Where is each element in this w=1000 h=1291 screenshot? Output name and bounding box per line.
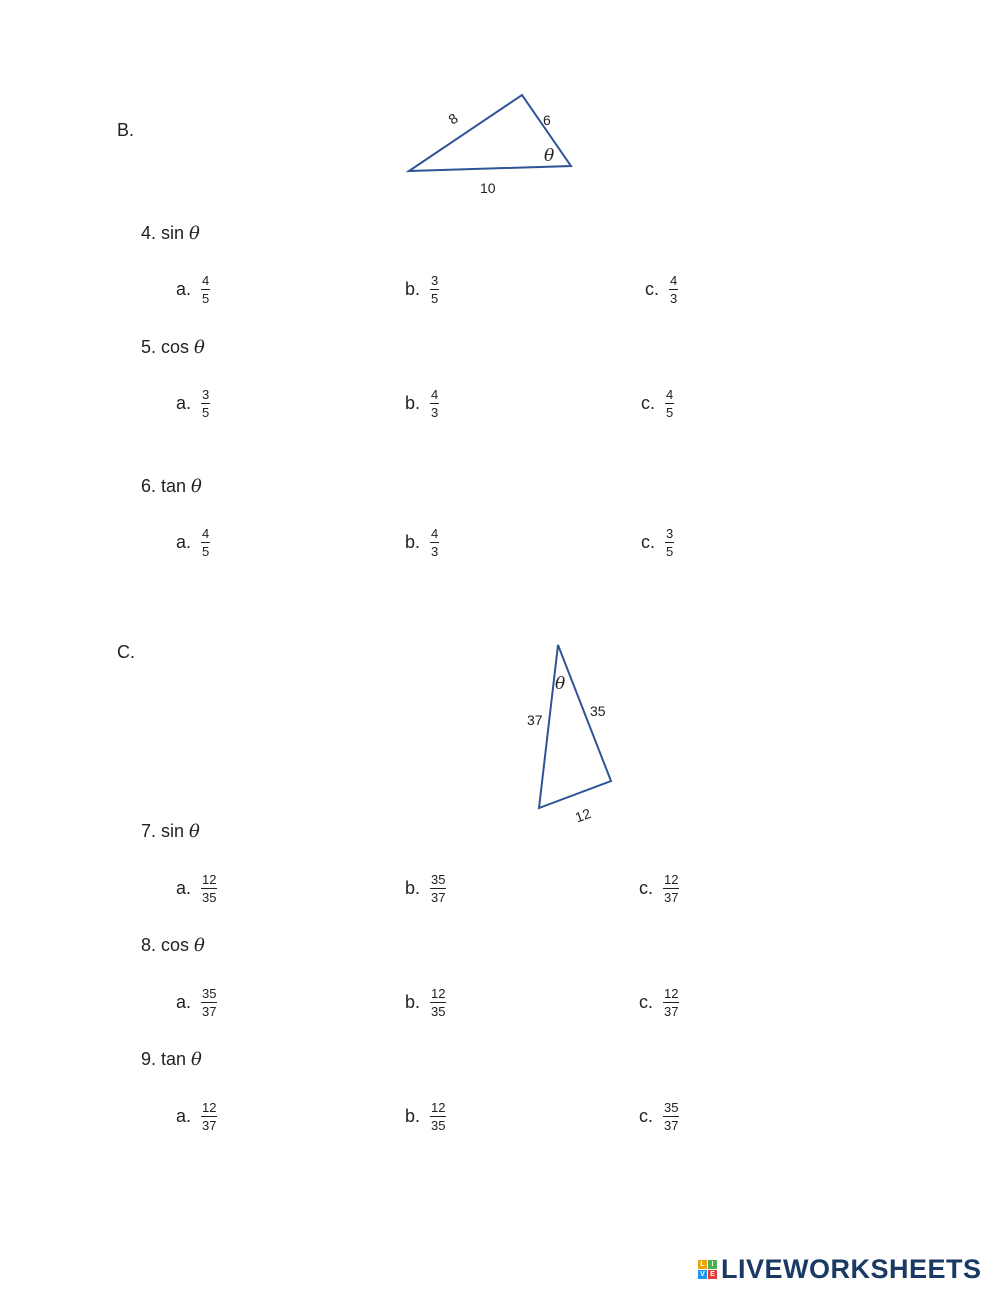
option-5c[interactable]	[641, 387, 674, 420]
numerator: 12	[431, 1100, 446, 1115]
logo-block: V	[698, 1270, 707, 1279]
question-8-text: 8. cos	[141, 935, 195, 955]
question-6	[141, 476, 202, 497]
theta-symbol: θ	[191, 476, 202, 497]
option-9b[interactable]	[405, 1100, 446, 1133]
option-6a[interactable]	[176, 526, 210, 559]
theta-symbol: θ	[189, 821, 200, 842]
numerator: 4	[670, 273, 678, 288]
option-letter: c.	[639, 992, 654, 1012]
option-letter: a.	[176, 1106, 192, 1126]
option-letter: a.	[176, 393, 192, 413]
numerator: 3	[666, 526, 674, 541]
option-letter: a.	[176, 878, 192, 898]
denominator: 37	[664, 890, 679, 905]
fraction	[665, 526, 674, 559]
numerator: 3	[202, 387, 210, 402]
denominator: 37	[664, 1118, 679, 1133]
numerator: 3	[431, 273, 439, 288]
option-letter: c.	[639, 878, 654, 898]
option-5b[interactable]	[405, 387, 439, 420]
triangle-c-angle: θ	[555, 674, 566, 694]
question-9-text: 9. tan	[141, 1049, 192, 1069]
denominator: 5	[431, 291, 439, 306]
denominator: 5	[202, 405, 210, 420]
fraction	[430, 1100, 446, 1133]
option-9c[interactable]	[639, 1100, 679, 1133]
option-7c[interactable]	[639, 872, 679, 905]
option-letter: a.	[176, 992, 192, 1012]
triangle-b-side-3: 10	[480, 180, 496, 196]
denominator: 35	[431, 1118, 446, 1133]
triangle-c-side-1: 37	[527, 712, 543, 728]
denominator: 37	[431, 890, 446, 905]
option-letter: c.	[645, 279, 660, 299]
question-4	[141, 223, 200, 244]
option-5a[interactable]	[176, 387, 210, 420]
option-8c[interactable]	[639, 986, 679, 1019]
option-letter: b.	[405, 532, 421, 552]
fraction	[201, 273, 210, 306]
denominator: 5	[202, 544, 210, 559]
triangle-c-side-3: 12	[572, 805, 593, 826]
option-6c[interactable]	[641, 526, 674, 559]
denominator: 35	[431, 1004, 446, 1019]
logo-block: I	[708, 1260, 717, 1269]
denominator: 37	[664, 1004, 679, 1019]
section-label-b: B.	[117, 120, 135, 140]
fraction	[430, 387, 439, 420]
question-7	[141, 821, 200, 842]
question-5-text: 5. cos	[141, 337, 195, 357]
fraction	[430, 872, 446, 905]
liveworksheets-logo	[698, 1254, 982, 1285]
fraction	[201, 526, 210, 559]
option-letter: c.	[641, 393, 656, 413]
option-9a[interactable]	[176, 1100, 217, 1133]
numerator: 4	[431, 387, 439, 402]
fraction	[430, 273, 439, 306]
numerator: 12	[431, 986, 446, 1001]
question-8	[141, 935, 205, 956]
question-4-text: 4. sin	[141, 223, 190, 243]
logo-text: LIVEWORKSHEETS	[721, 1254, 982, 1284]
question-9	[141, 1049, 202, 1070]
fraction	[665, 387, 674, 420]
option-7a[interactable]	[176, 872, 217, 905]
section-label-c: C.	[117, 642, 135, 662]
denominator: 5	[202, 291, 210, 306]
fraction	[669, 273, 678, 306]
option-letter: a.	[176, 279, 192, 299]
theta-symbol: θ	[194, 935, 205, 956]
numerator: 12	[202, 872, 217, 887]
numerator: 35	[431, 872, 446, 887]
option-4c[interactable]	[645, 273, 678, 306]
logo-block: E	[708, 1270, 717, 1279]
option-7b[interactable]	[405, 872, 446, 905]
fraction	[201, 986, 217, 1019]
denominator: 37	[202, 1004, 217, 1019]
denominator: 5	[666, 544, 674, 559]
theta-symbol: θ	[189, 223, 200, 244]
denominator: 3	[670, 291, 678, 306]
numerator: 35	[664, 1100, 679, 1115]
question-7-text: 7. sin	[141, 821, 190, 841]
denominator: 3	[431, 405, 439, 420]
triangle-b	[409, 95, 571, 196]
option-letter: c.	[639, 1106, 654, 1126]
option-letter: c.	[641, 532, 656, 552]
numerator: 12	[664, 986, 679, 1001]
triangle-c-shape	[539, 645, 611, 808]
option-letter: b.	[405, 393, 421, 413]
question-5	[141, 337, 205, 358]
triangle-c-side-2: 35	[590, 703, 606, 719]
option-4a[interactable]	[176, 273, 210, 306]
denominator: 3	[431, 544, 439, 559]
fraction	[201, 1100, 217, 1133]
numerator: 4	[666, 387, 674, 402]
logo-blocks-icon	[698, 1260, 717, 1279]
option-6b[interactable]	[405, 526, 439, 559]
theta-symbol: θ	[194, 337, 205, 358]
denominator: 35	[202, 890, 217, 905]
fraction	[663, 1100, 679, 1133]
numerator: 12	[664, 872, 679, 887]
fraction	[430, 986, 446, 1019]
fraction	[430, 526, 439, 559]
denominator: 5	[666, 405, 674, 420]
numerator: 4	[431, 526, 439, 541]
option-letter: b.	[405, 992, 421, 1012]
numerator: 12	[202, 1100, 217, 1115]
theta-symbol: θ	[191, 1049, 202, 1070]
option-8a[interactable]	[176, 986, 217, 1019]
option-letter: a.	[176, 532, 192, 552]
option-letter: b.	[405, 1106, 421, 1126]
numerator: 35	[202, 986, 217, 1001]
fraction	[663, 986, 679, 1019]
triangle-b-angle: θ	[544, 146, 555, 166]
triangle-b-side-1: 8	[445, 109, 461, 128]
numerator: 4	[202, 273, 210, 288]
option-4b[interactable]	[405, 273, 439, 306]
numerator: 4	[202, 526, 210, 541]
triangle-c	[527, 645, 611, 825]
option-letter: b.	[405, 878, 421, 898]
fraction	[201, 872, 217, 905]
option-8b[interactable]	[405, 986, 446, 1019]
triangle-b-side-2: 6	[543, 112, 551, 128]
fraction	[201, 387, 210, 420]
fraction	[663, 872, 679, 905]
denominator: 37	[202, 1118, 217, 1133]
question-6-text: 6. tan	[141, 476, 192, 496]
option-letter: b.	[405, 279, 421, 299]
logo-block: L	[698, 1260, 707, 1269]
